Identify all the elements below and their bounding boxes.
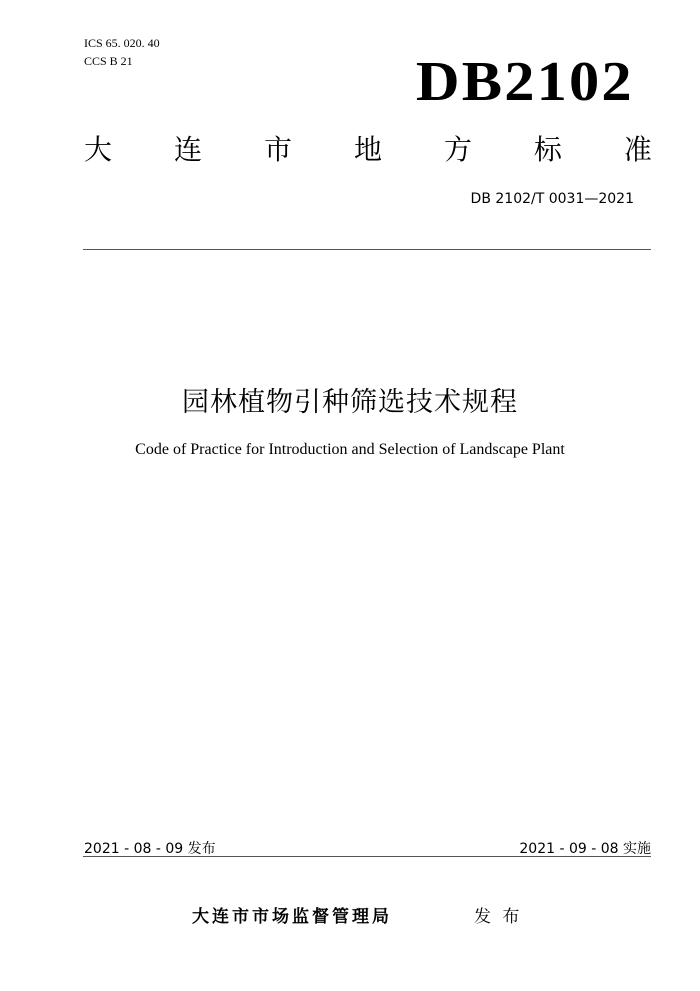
- standard-type: [84, 133, 652, 166]
- standard-type-char: 准: [623, 133, 652, 166]
- standard-code: DB2102: [416, 51, 634, 113]
- footer-divider: [83, 856, 651, 857]
- standard-type-char: 市: [263, 133, 292, 166]
- standard-type-char: 连: [173, 133, 202, 166]
- ccs-code: CCS B 21: [84, 54, 133, 68]
- document-title-chinese: 园林植物引种筛选技术规程: [182, 387, 518, 418]
- issue-date: 2021 - 08 - 09 发布: [84, 841, 216, 857]
- standard-type-char: 大: [84, 133, 113, 166]
- standard-number: DB 2102/T 0031—2021: [470, 191, 634, 207]
- standard-type-char: 方: [443, 133, 472, 166]
- document-title-english: Code of Practice for Introduction and Selection of Landscape Plant: [135, 441, 565, 458]
- publish-label: 发 布: [474, 907, 520, 927]
- header-divider: [83, 249, 651, 250]
- standard-type-char: 地: [353, 133, 382, 166]
- issuing-authority: 大连市市场监督管理局: [192, 907, 392, 927]
- ics-code: ICS 65. 020. 40: [84, 36, 160, 50]
- standard-type-char: 标: [533, 133, 562, 166]
- implementation-date: 2021 - 09 - 08 实施: [519, 841, 651, 857]
